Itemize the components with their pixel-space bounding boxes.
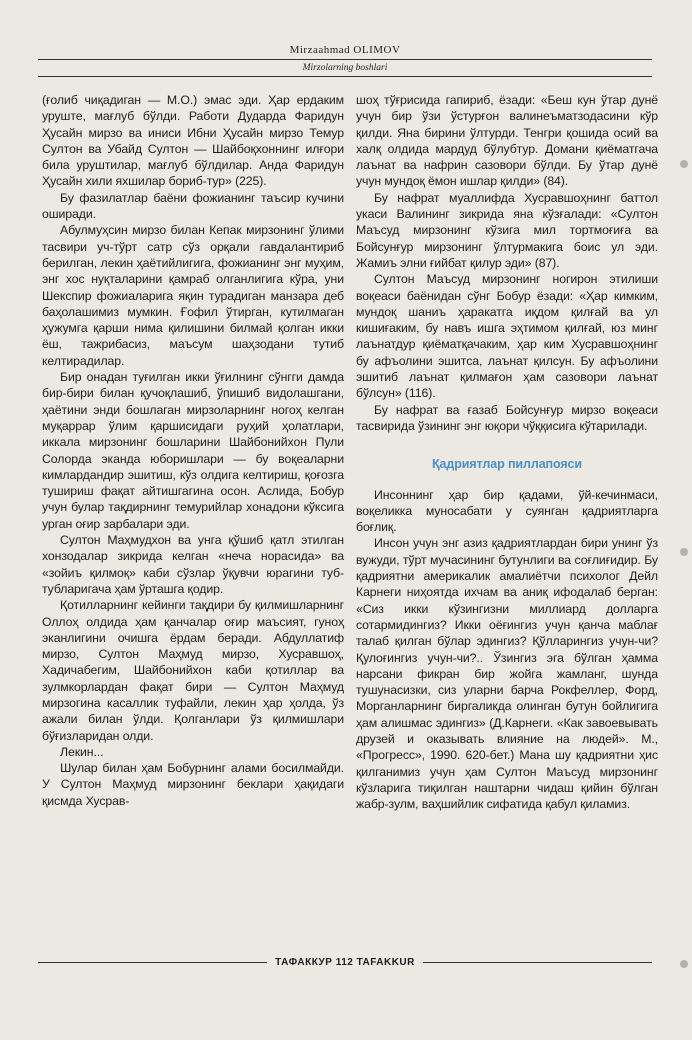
page-header [38,44,652,77]
paragraph: Бу фазилатлар баёни фожианинг таъсир кучини оширади. [42,190,344,222]
paragraph: шоҳ тўғрисида гапириб, ёзади: «Беш кун ўтар дунё учун бир ўзи ўстурғон валинеъматзодасини кўр қилди. Яна бирини ўлтурди. Тенгри қошида осий ва халқ олдида мардуд бўлубтур. Домани қиёматгача лаънат ва нафрин сазовори бўлди. Бу ўтар дунё учун мундоқ ёмон ишлар қилди» (84). [356,93,658,189]
author-name: Mirzaahmad OLIMOV [289,44,401,56]
footer-rule-left [38,962,267,963]
paragraph: Султон Маъсуд мирзонинг ногирон этилиши воқеаси баёнидан сўнг Бобур ёзади: «Ҳар кимким, мундоқ шаниъ ҳаракатга иқдом қилғай ва ул кишиғаким, бу навъ ишга эҳтимом қилғай, юз минг лаънатдур қиёматқачаким, ҳар ким Хусравшоҳнинг бу афъолини эшитса, лаънат қилсун. Бу афъолини эшитиб лаънат қилмағон ҳам сазовори лаънат бўлсун» (116). [356,272,658,401]
section-subheading: Қадриятлар пиллапояси [431,457,582,472]
paragraph: Бу нафрат ва ғазаб Бойсунғур мирзо воқеаси тасвирида ўзининг энг юқори чўққисига кўтарилади. [356,402,658,433]
footer-page-label: ТАФАККУР 112 TAFAKKUR [275,957,415,968]
binder-hole [680,548,688,556]
paragraph: Бу нафрат муаллифда Хусравшоҳнинг баттол укаси Валининг зикрида яна кўзғалади: «Султон Маъсуд мирзонинг кўзига мил тортмоғиға ва Бойсунғур мирзонинг ўлтурмакига боис ул эди. Жамиъ элни ғийбат қилур эди» (87). [356,190,658,270]
paragraph: Қотилларнинг кейинги тақдири бу қилмишларнинг Оллоҳ олдида ҳам қанчалар оғир маъсият, гуноҳ эканлигини очишга ёрдам беради. Абдуллатиф мирзо, Султон Маҳмуд мирзо, Хусравшоҳ, Хадичабегим, Шайбонийхон каби қотиллар ва зулмкорлардан фақат бири — Султон Маҳмуд мирзогина касаллик туфайли, лекин ҳар ҳолда, ўз ажали билан ўлди. Қолганлари ўз қилмишлари бўғизларидан олди. [42,598,344,743]
page-footer [38,957,652,968]
binder-hole [680,160,688,168]
paragraph: Султон Маҳмудхон ва унга қўшиб қатл этилган хонзодалар зикрида келган «неча норасида» ва «зойиъ қилмоқ» каби сўзлар ўқувчи юрагини туб-тубларигача ҳам ўрташга қодир. [42,533,344,596]
paragraph: Бир онадан туғилган икки ўғилнинг сўнгги дамда бир-бири билан қучоқлашиб, ўпишиб видолашгани, ҳаётини энди бошлаган мирзоларнинг ногоҳ келган муқаррар ўлим қаршисидаги руҳий ҳолатлари, иккала мирзонинг бошларини Шайбонийхон Пули Солорда эканда юборишлари — бу воқеаларни кимлардандир эшитиш, кўз олдига келтириш, қоғозга тушириш фақат айтишгагина осон. Аслида, Бобур учун булар тақдирнинг темурийлар хонадони кўксига урган оғир зарбалари эди. [42,370,344,531]
binder-hole [680,960,688,968]
paragraph: Инсон учун энг азиз қадриятлардан бири унинг ўз вужуди, тўрт мучасининг бутунлиги ва соғлиғидир. Бу қадриятни америкалик амалиётчи психолог Дейл Карнеги ниҳоятда ихчам ва аниқ ифодалаб берган: «Сиз икки кўзингизни миллиард долларга сотармидингиз? Икки оёғингиз учун қанча маблағ талаб қилган бўлар эдингиз? Қўлларингиз учун-чи? Қулоғингиз учун-чи?.. Ўзингиз эга бўлган ҳамма нарсани фикран бир жойга жамланг, шунда тушунасизки, сиз уларни барча Рокфеллер, Форд, Морганларнинг биргаликда олинган бутун бойлигига ҳам алишмас эдингиз» (Д.Карнеги. «Как завоевывать друзей и оказывать влияние на людей». М., «Прогресс», 1990. 620-бет.) Мана шу қадриятни ҳис қилганимиз учун ҳам Султон Маъсуд мирзонинг кўзларига тиқилган наштарни чидаш қийин бўлган жабр-зулм, ваҳшийлик сифатида қабул қиламиз. [356,536,658,812]
paragraph: Лекин... [60,744,104,759]
header-rule-lower [38,76,652,77]
paragraph: Инсоннинг ҳар бир қадами, ўй-кечинмаси, воқеликка муносабати у суянган қадриятларга боғлиқ. [356,487,658,535]
section-title: Mirzolarning boshlari [302,63,388,73]
paragraph: Шулар билан ҳам Бобурнинг алами босилмайди. У Султон Маҳмуд мирзонинг беклари ҳақидаги қисмда Хусрав- [42,761,344,808]
paragraph: Абулмуҳсин мирзо билан Кепак мирзонинг ўлими тасвири уч-тўрт сатр сўз орқали гавдалантириб берилган, лекин ҳаётийлигига, фожианинг энг муҳим, энг хос нуқталарини қамраб олганлигига кўра, уни Шекспир фожиаларига яқин турадиган манзара деб баҳолашимиз мумкин. Ғофил ўтирган, кутилмаган ҳужумга қарши нима қилишини билмай қолган икки ёш, тажрибасиз, маъсум шаҳзодани тутиб келтирадилар. [42,223,344,368]
paragraph: (ғолиб чиқадиган — М.О.) эмас эди. Ҳар ердаким уруште, мағлуб бўлди. Работи Дударда Фаридун Ҳусайн мирзо ва иниси Ибни Ҳусайн мирзо Темур Султон ва Убайд Султон — Шайбоқхоннинг илғори била уруштилар, мағлуб бўлдилар. Анда Фаридун Ҳусайн хили яхшилар бориб-тур» (225). [42,93,344,189]
header-rule [38,59,652,60]
footer-rule-right [423,962,652,963]
right-column [356,92,658,812]
left-column [42,92,344,809]
